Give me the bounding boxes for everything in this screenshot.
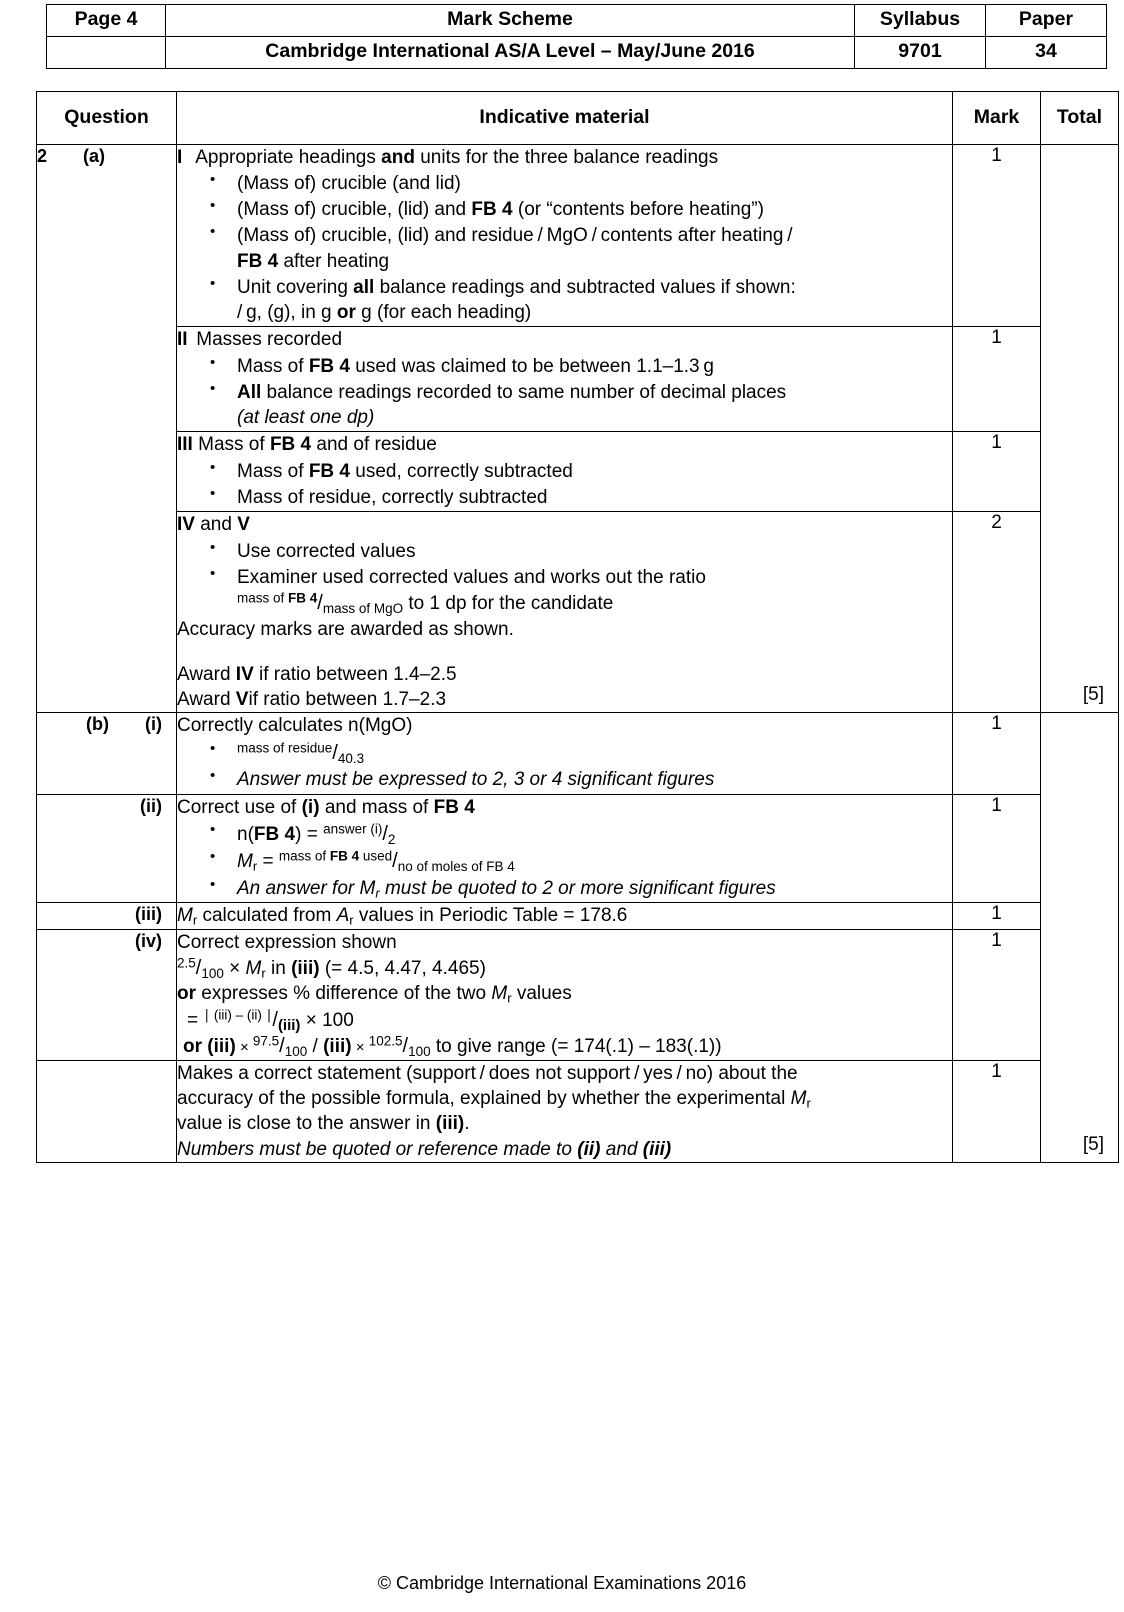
fraction-slash: /	[279, 1035, 285, 1058]
b-iv-line3	[177, 981, 952, 1006]
bullet-text: Mass of	[237, 460, 309, 482]
fraction-denominator: 40.3	[337, 750, 365, 766]
table-row	[37, 327, 1119, 432]
line-text: expresses % difference of the two	[196, 983, 492, 1005]
bullet-bold: FB 4	[471, 199, 513, 221]
fraction-denominator: 100	[284, 1044, 308, 1060]
question-label-2b-iii	[37, 903, 177, 929]
line-text: to give range (= 174(.1) – 183(.1))	[430, 1036, 722, 1058]
col-header-total: Total	[1041, 91, 1119, 144]
fraction-slash: /	[392, 850, 398, 873]
mark-scheme-table	[36, 91, 1119, 1163]
fraction-numerator-bold: FB 4	[329, 848, 360, 864]
mr-subscript: r	[192, 912, 198, 928]
list-item	[237, 171, 952, 196]
statement-line3	[177, 1111, 952, 1136]
header-paper-label: Paper	[986, 5, 1107, 37]
list-item	[237, 767, 952, 792]
bullet-bold: FB 4	[253, 823, 296, 845]
italic-text: and	[600, 1138, 643, 1160]
indicative-2b-ii	[177, 794, 953, 903]
b-ii-bullets	[177, 821, 952, 901]
header-row-1	[47, 5, 1107, 37]
bullet-text: ) =	[295, 823, 324, 845]
question-label-2b-ii	[37, 794, 177, 903]
award-iv-line	[177, 662, 952, 687]
n-mgo-fraction	[237, 739, 365, 766]
roman-numeral-IV: IV	[177, 514, 195, 536]
mr-subscript: r	[806, 1095, 811, 1111]
question-part: (a)	[83, 145, 105, 166]
fraction-denominator: (iii)	[277, 1016, 301, 1034]
section-III-lead	[177, 432, 952, 457]
bullet-text: (Mass of) crucible, (lid) and residue / MgO / contents after heating /	[237, 225, 793, 247]
b-i-lead: Correctly calculates n(MgO)	[177, 715, 413, 737]
list-item	[237, 223, 952, 274]
times-sign: ×	[235, 1039, 253, 1057]
header-syllabus-label: Syllabus	[855, 5, 986, 37]
roman-numeral-I: I	[177, 146, 183, 168]
section-I-lead-c: units for the three balance readings	[414, 146, 719, 168]
mark-2a-II: 1	[953, 327, 1041, 432]
fraction-numerator: 2.5	[177, 955, 196, 971]
table-row	[37, 794, 1119, 903]
ar-subscript: r	[349, 912, 354, 928]
section-I-lead-a: Appropriate headings	[195, 146, 382, 168]
statement-line2	[177, 1086, 952, 1111]
section-III-lead-bold: FB 4	[269, 434, 312, 456]
mr-symbol: M	[790, 1088, 807, 1110]
question-sub-ii: (ii)	[140, 795, 162, 816]
roman-numeral-V: V	[237, 514, 250, 536]
bullet-text: Mass of	[237, 355, 309, 377]
list-item	[237, 380, 952, 431]
italic-text: An answer for	[237, 878, 360, 900]
list-item	[237, 275, 952, 326]
list-item	[237, 539, 952, 564]
bullet-text: (or “contents before heating”)	[512, 199, 764, 221]
header-row-2	[47, 36, 1107, 68]
list-item	[237, 565, 952, 590]
list-item	[237, 459, 952, 484]
page-root	[0, 4, 1124, 1612]
statement-line1: Makes a correct statement (support / does not support / yes / no) about the	[177, 1062, 798, 1084]
question-label-2a	[37, 144, 177, 713]
award-text: Award	[177, 663, 236, 685]
bullet-bold: All	[237, 381, 262, 403]
question-part-b: (b)	[86, 714, 109, 735]
b-iv-line5	[177, 1033, 952, 1060]
n-fb4-fraction	[323, 821, 396, 847]
table-row	[37, 432, 1119, 512]
indicative-2a-IV-V	[177, 512, 953, 713]
mark-2b-ii: 1	[953, 794, 1041, 903]
mark-2a-IV-V: 2	[953, 512, 1041, 713]
b-ii-lead	[177, 795, 952, 820]
question-sub-iv: (iv)	[135, 930, 162, 951]
table-row	[37, 713, 1119, 794]
bullet-text: balance readings recorded to same number of decimal places	[261, 381, 787, 403]
mr-fraction	[278, 848, 515, 875]
bullet-italic	[237, 878, 776, 899]
total-2a	[1041, 144, 1119, 713]
lead-bold-i: (i)	[301, 796, 320, 818]
list-item	[237, 354, 952, 379]
question-sub-iii: (iii)	[135, 904, 162, 925]
times-sign: ×	[351, 1039, 369, 1057]
total-2b	[1041, 713, 1119, 1162]
indicative-2b-iii	[177, 903, 953, 929]
italic-text: must be quoted to 2 or more significant figures	[379, 878, 776, 900]
bullet-bold: or	[336, 302, 356, 324]
b-i-bullets	[177, 740, 952, 793]
section-II-lead	[177, 327, 952, 352]
line-text: calculated from	[197, 905, 337, 927]
bullet-italic: Answer must be expressed to 2, 3 or 4 significant figures	[237, 769, 715, 791]
fraction-numerator: mass of	[237, 590, 289, 606]
question-number: 2	[37, 145, 48, 166]
fraction-slash: /	[332, 741, 338, 764]
section-II-bullets	[177, 354, 952, 431]
bullet-text: used was claimed to be between 1.1–1.3 g	[350, 355, 714, 377]
bullet-text: / g, (g), in g	[237, 302, 337, 324]
b-iv-line1: Correct expression shown	[177, 931, 397, 953]
bullet-bold: FB 4	[308, 355, 350, 377]
bullet-italic: (at least one dp)	[237, 407, 375, 429]
bullet-text: used, correctly subtracted	[350, 460, 573, 482]
spacer	[177, 642, 952, 662]
list-item	[237, 876, 952, 901]
total-value: [5]	[1082, 1133, 1104, 1155]
ref-ii: (ii)	[577, 1138, 601, 1160]
section-IV-bullets	[177, 539, 952, 591]
indicative-2b-statement	[177, 1060, 953, 1162]
question-label-2b-iv	[37, 929, 177, 1060]
section-III-bullets	[177, 459, 952, 511]
header-paper-code: 34	[986, 36, 1107, 68]
or-bold: or	[183, 1036, 202, 1058]
bullet-text: Unit covering	[237, 276, 354, 298]
indicative-2a-II	[177, 327, 953, 432]
roman-numeral-III: III	[177, 434, 193, 456]
roman-numeral-II: II	[177, 329, 188, 351]
list-item	[237, 197, 952, 222]
ref-iii: (iii)	[323, 1036, 352, 1058]
question-sub-i: (i)	[145, 714, 162, 735]
mr-subscript: r	[261, 965, 266, 981]
section-III-lead-a: Mass of	[198, 434, 270, 456]
fraction-denominator: no of moles of FB 4	[397, 859, 515, 875]
ref-iii: (iii)	[642, 1138, 672, 1160]
fraction-numerator: ∣ (iii) – (ii) ∣	[203, 1006, 273, 1022]
b-iv-line4	[177, 1007, 952, 1034]
line-text: in	[265, 957, 292, 979]
section-I-bullets	[177, 171, 952, 326]
fraction-tail-text: to 1 dp for the candidate	[403, 593, 614, 615]
percent-fraction	[177, 955, 224, 981]
award-text: Award	[177, 689, 236, 711]
bullet-text: after heating	[278, 250, 390, 272]
section-IV-and: and	[194, 514, 238, 536]
indicative-2a-III	[177, 432, 953, 512]
statement-line4	[177, 1137, 952, 1162]
bullet-text: n(	[237, 823, 254, 845]
ref-iii: (iii)	[291, 957, 320, 979]
fraction-slash: /	[317, 592, 323, 615]
page-header-table	[46, 4, 1107, 69]
ar-symbol: A	[336, 905, 350, 927]
mark-2b-iv: 1	[953, 929, 1041, 1060]
table-row	[37, 929, 1119, 1060]
table-header-row	[37, 91, 1119, 144]
range-fraction-low	[252, 1033, 308, 1060]
mr-subscript: r	[375, 885, 380, 901]
line-text: values in Periodic Table = 178.6	[353, 905, 628, 927]
page-footer: © Cambridge International Examinations 2016	[377, 1573, 747, 1593]
fraction-slash: /	[382, 822, 388, 845]
award-roman-V: V	[235, 689, 249, 711]
section-II-lead-text: Masses recorded	[196, 329, 343, 351]
percent-diff-fraction	[203, 1006, 301, 1034]
bullet-bold: all	[353, 276, 375, 298]
mr-symbol: M	[177, 905, 193, 927]
bullet-text: balance readings and subtracted values if shown:	[374, 276, 796, 298]
bullet-text: Examiner used corrected values and works out the ratio	[237, 566, 706, 588]
mr-symbol: M	[359, 878, 376, 900]
mr-symbol: M	[237, 851, 253, 873]
line-text: (= 4.5, 4.47, 4.465)	[319, 957, 486, 979]
list-item	[237, 485, 952, 510]
line-text: .	[464, 1113, 470, 1135]
bullet-text: g (for each heading)	[355, 302, 532, 324]
bullet-text: Mass of residue, correctly subtracted	[237, 487, 548, 509]
header-exam-title: Cambridge International AS/A Level – May/June 2016	[166, 36, 855, 68]
or-bold: or	[177, 983, 196, 1005]
line-text: accuracy of the possible formula, explained by whether the experimental	[177, 1088, 791, 1110]
indicative-2b-i	[177, 713, 953, 794]
award-v-line	[177, 687, 952, 712]
award-text: if ratio between 1.4–2.5	[253, 663, 457, 685]
fraction-numerator: 102.5	[368, 1033, 403, 1049]
header-page-label: Page 4	[47, 5, 166, 37]
fraction-numerator: 97.5	[252, 1033, 280, 1049]
mark-2a-III: 1	[953, 432, 1041, 512]
list-item	[237, 740, 952, 767]
lead-bold-fb4: FB 4	[433, 796, 475, 818]
range-fraction-high	[368, 1033, 431, 1060]
mr-symbol: M	[491, 983, 508, 1005]
ref-iii: (iii)	[202, 1036, 236, 1058]
fraction-numerator: answer (i)	[323, 821, 383, 837]
indicative-2b-iv	[177, 929, 953, 1060]
total-value: [5]	[1082, 684, 1104, 706]
list-item	[237, 848, 952, 875]
header-syllabus-code: 9701	[855, 36, 986, 68]
statement-italic	[177, 1139, 671, 1160]
ratio-fraction	[237, 590, 404, 617]
italic-text: Numbers must be quoted or reference made to	[177, 1138, 578, 1160]
question-label-empty	[37, 1060, 177, 1162]
fraction-slash: /	[195, 956, 202, 979]
times-sign: ×	[223, 957, 246, 979]
bullet-bold: FB 4	[237, 250, 279, 272]
question-label-2b-i	[37, 713, 177, 794]
header-scheme-title: Mark Scheme	[166, 5, 855, 37]
ref-iii: (iii)	[435, 1113, 465, 1135]
section-III-lead-c: and of residue	[311, 434, 437, 456]
b-iv-line2	[177, 955, 952, 982]
section-IV-lead	[177, 512, 952, 537]
award-text: if ratio between 1.7–2.3	[248, 689, 447, 711]
line-text: values	[511, 983, 572, 1005]
fraction-slash: /	[402, 1035, 409, 1058]
mr-subscript: r	[507, 990, 512, 1006]
table-row	[37, 144, 1119, 327]
list-item	[237, 821, 952, 848]
mark-2b-i: 1	[953, 713, 1041, 794]
indicative-2a-I	[177, 144, 953, 327]
ratio-fraction-line	[177, 590, 952, 617]
table-row	[37, 1060, 1119, 1162]
table-row	[37, 903, 1119, 929]
header-page-empty	[47, 36, 166, 68]
award-roman-IV: IV	[235, 663, 254, 685]
fraction-numerator: mass of residue	[237, 739, 333, 755]
bullet-bold: FB 4	[308, 460, 350, 482]
equals-sign: =	[187, 1009, 204, 1031]
accuracy-line: Accuracy marks are awarded as shown.	[177, 618, 514, 640]
b-iii-line	[177, 903, 952, 928]
bullet-text: (Mass of) crucible, (lid) and	[237, 199, 472, 221]
mark-2b-iii: 1	[953, 903, 1041, 929]
col-header-indicative: Indicative material	[177, 91, 953, 144]
bullet-text: Use corrected values	[237, 540, 416, 562]
section-I-lead	[177, 145, 952, 170]
mr-subscript: r	[252, 858, 258, 874]
col-header-question: Question	[37, 91, 177, 144]
col-header-mark: Mark	[953, 91, 1041, 144]
fraction-denominator: mass of MgO	[322, 601, 404, 617]
mr-symbol: M	[245, 957, 262, 979]
bullet-text: (Mass of) crucible (and lid)	[237, 172, 461, 194]
lead-text: and mass of	[319, 796, 434, 818]
fraction-slash: /	[272, 1008, 278, 1031]
mark-2b-statement: 1	[953, 1060, 1041, 1162]
section-I-lead-bold: and	[381, 146, 415, 168]
fraction-numerator: used	[359, 848, 393, 864]
table-row	[37, 512, 1119, 713]
equals-sign: =	[257, 851, 279, 873]
fraction-numerator: mass of	[278, 848, 330, 864]
fraction-denominator: 100	[408, 1044, 431, 1060]
line-text: × 100	[300, 1009, 354, 1031]
lead-text: Correct use of	[177, 796, 302, 818]
fraction-denominator: 2	[387, 831, 396, 847]
line-text: value is close to the answer in	[177, 1113, 436, 1135]
fraction-numerator-bold: FB 4	[288, 590, 318, 606]
mark-2a-I: 1	[953, 144, 1041, 327]
divider-slash: /	[307, 1036, 324, 1058]
fraction-denominator: 100	[201, 965, 224, 981]
